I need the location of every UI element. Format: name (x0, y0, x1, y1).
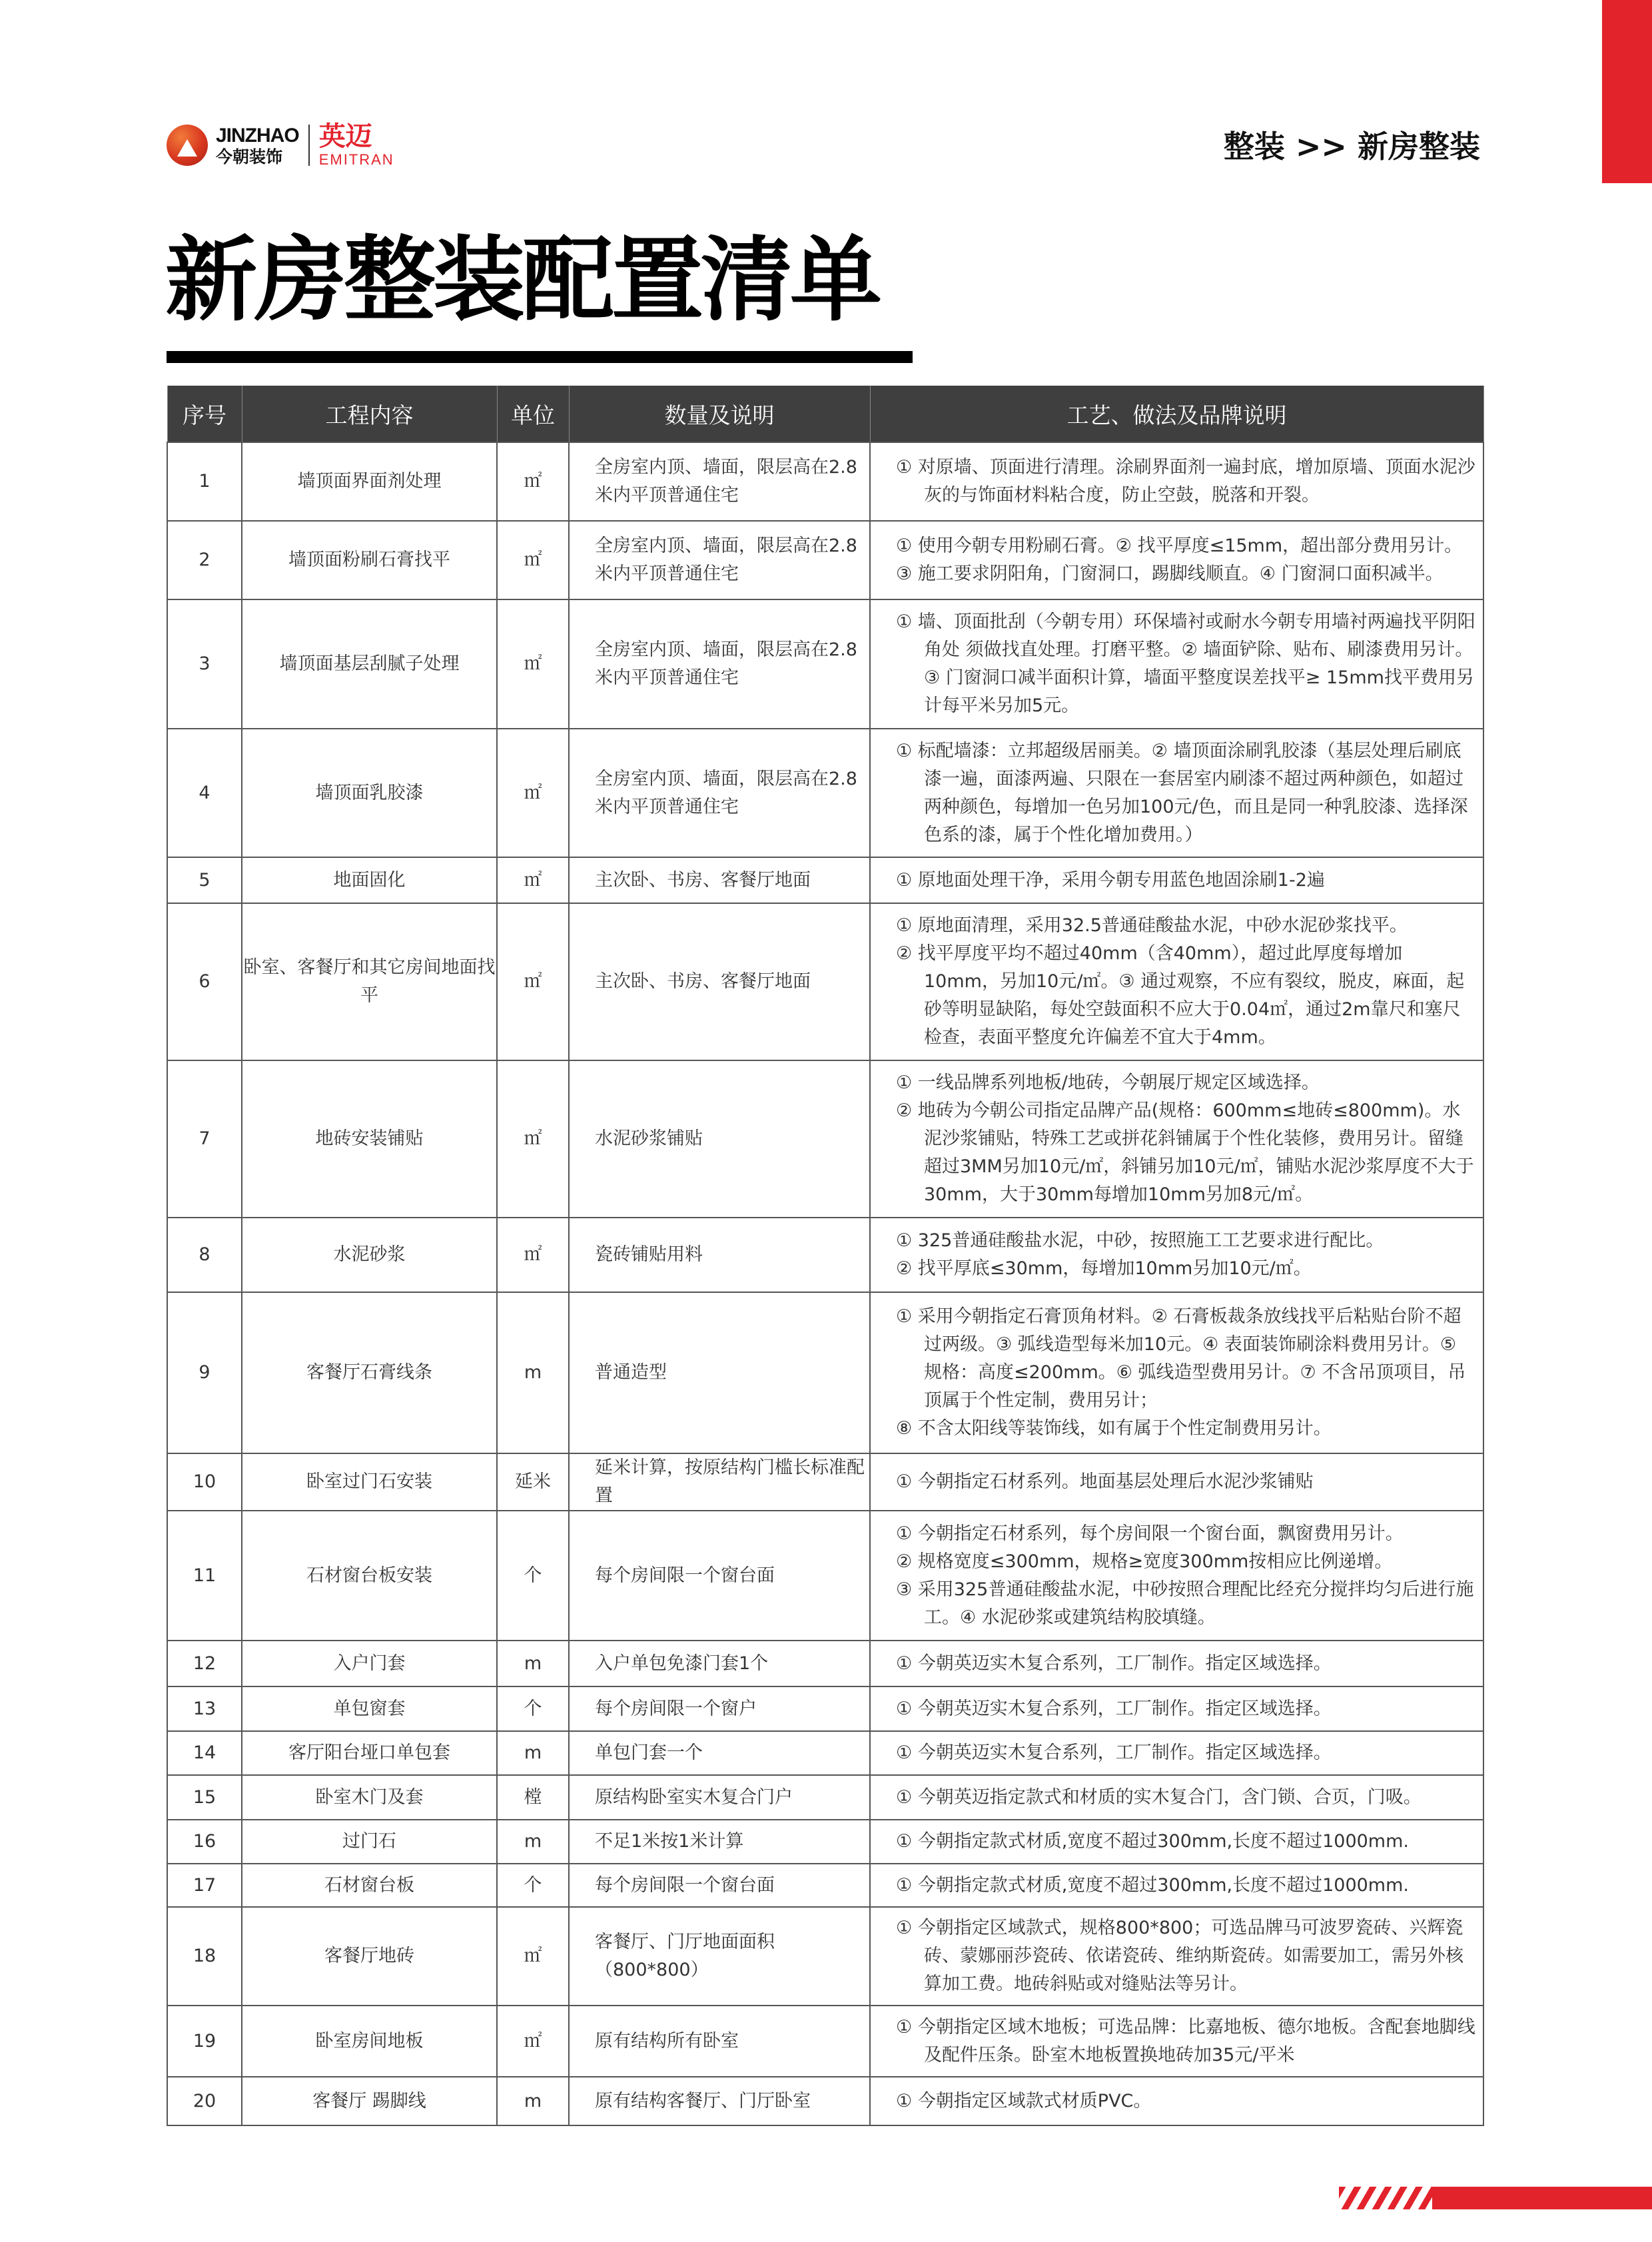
description-paragraph: ② 规格宽度≤300mm，规格≥宽度300mm按相应比例递增。 (896, 1551, 1393, 1572)
table-row (167, 2077, 1483, 2125)
row-item: 客餐厅 踢脚线 (242, 2077, 497, 2125)
column-header: 序号 (167, 386, 242, 442)
table-row (167, 1641, 1483, 1686)
row-item: 单包窗套 (242, 1686, 497, 1731)
table-row (167, 2006, 1483, 2077)
description-paragraph: ① 今朝指定石材系列。地面基层处理后水泥沙浆铺贴 (896, 1471, 1314, 1492)
row-item: 墙顶面粉刷石膏找平 (242, 521, 497, 599)
corner-accent-bar (1602, 0, 1652, 183)
table-row (167, 903, 1483, 1060)
row-quantity: 每个房间限一个窗户 (569, 1686, 870, 1731)
row-description (870, 1453, 1483, 1511)
table-row (167, 599, 1483, 729)
column-header: 单位 (497, 386, 569, 442)
row-number: 6 (167, 903, 242, 1060)
row-number: 19 (167, 2006, 242, 2077)
logo-jinzhao-cn: 今朝装饰 (216, 147, 283, 167)
row-description (870, 857, 1483, 903)
row-quantity: 全房室内顶、墙面，限层高在2.8米内平顶普通住宅 (569, 521, 870, 599)
row-unit: ㎡ (497, 903, 569, 1060)
row-number: 11 (167, 1511, 242, 1641)
description-paragraph: ① 今朝英迈实木复合系列，工厂制作。指定区域选择。 (896, 1653, 1332, 1674)
row-unit: ㎡ (497, 2006, 569, 2077)
row-number: 13 (167, 1686, 242, 1731)
footer-stripes-decoration (1339, 2187, 1652, 2209)
row-unit: ㎡ (497, 1218, 569, 1292)
table-row (167, 1907, 1483, 2006)
row-unit: 樘 (497, 1775, 569, 1820)
row-quantity: 主次卧、书房、客餐厅地面 (569, 857, 870, 903)
description-paragraph: ① 采用今朝指定石膏顶角材料。② 石膏板裁条放线找平后粘贴台阶不超过两级。③ 弧线造型每米加10元。④ 表面装饰刷涂料费用另计。⑤ 规格：高度≤200mm。⑥ 弧线造型费用另计。⑦ 不含吊顶项目，吊顶属于个性定制，费用另计； (896, 1306, 1466, 1411)
row-number: 8 (167, 1218, 242, 1292)
row-description (870, 729, 1483, 857)
row-number: 1 (167, 442, 242, 521)
row-unit: ㎡ (497, 1060, 569, 1218)
table-row (167, 729, 1483, 857)
description-paragraph: ③ 施工要求阴阳角，门窗洞口，踢脚线顺直。④ 门窗洞口面积减半。 (896, 563, 1444, 584)
description-paragraph: ① 今朝指定款式材质,宽度不超过300mm,长度不超过1000mm. (896, 1831, 1409, 1852)
row-description (870, 599, 1483, 729)
row-quantity: 入户单包免漆门套1个 (569, 1641, 870, 1686)
row-item: 水泥砂浆 (242, 1218, 497, 1292)
row-quantity: 不足1米按1米计算 (569, 1820, 870, 1864)
row-number: 14 (167, 1731, 242, 1775)
description-paragraph: ① 今朝指定区域木地板；可选品牌：比嘉地板、德尔地板。含配套地脚线及配件压条。卧室木地板置换地砖加35元/平米 (896, 2016, 1475, 2065)
description-paragraph: ③ 采用325普通硅酸盐水泥，中砂按照合理配比经充分搅拌均匀后进行施工。④ 水泥砂浆或建筑结构胶填缝。 (896, 1579, 1474, 1628)
description-paragraph: ① 一线品牌系列地板/地砖，今朝展厅规定区域选择。 (896, 1072, 1320, 1093)
row-number: 17 (167, 1864, 242, 1907)
row-item: 墙顶面乳胶漆 (242, 729, 497, 857)
description-paragraph: ② 地砖为今朝公司指定品牌产品(规格：600mm≤地砖≤800mm)。水泥沙浆铺贴，特殊工艺或拼花斜铺属于个性化装修，费用另计。留缝超过3MM另加10元/㎡，斜铺另加10元/㎡，铺贴水泥沙浆厚度不大于30mm，大于30mm每增加10mm另加8元/㎡。 (896, 1100, 1474, 1205)
row-unit: m (497, 1820, 569, 1864)
column-header: 工艺、做法及品牌说明 (870, 386, 1483, 442)
breadcrumb: 整装 >> 新房整装 (1223, 129, 1480, 165)
row-quantity: 原结构卧室实木复合门户 (569, 1775, 870, 1820)
row-unit: 个 (497, 1864, 569, 1907)
row-number: 4 (167, 729, 242, 857)
description-paragraph: ① 325普通硅酸盐水泥，中砂，按照施工工艺要求进行配比。 (896, 1230, 1384, 1251)
description-paragraph: ① 标配墙漆：立邦超级居丽美。② 墙顶面涂刷乳胶漆（基层处理后刷底漆一遍，面漆两遍、只限在一套居室内刷漆不超过两种颜色，如超过两种颜色，每增加一色另加100元/色，而且是同一种乳胶漆、选择深色系的漆，属于个性化增加费用。） (896, 740, 1468, 845)
logo-jinzhao-en: JINZHAO (216, 124, 299, 147)
row-item: 墙顶面界面剂处理 (242, 442, 497, 521)
description-paragraph: ① 今朝指定区域款式，规格800*800；可选品牌马可波罗瓷砖、兴辉瓷砖、蒙娜丽莎瓷砖、依诺瓷砖、维纳斯瓷砖。如需要加工，需另外核算加工费。地砖斜贴或对缝贴法等另计。 (896, 1918, 1463, 1994)
row-description (870, 903, 1483, 1060)
row-unit: ㎡ (497, 599, 569, 729)
description-paragraph: ① 今朝英迈指定款式和材质的实木复合门，含门锁、合页，门吸。 (896, 1786, 1422, 1808)
row-item: 客餐厅石膏线条 (242, 1292, 497, 1453)
jinzhao-globe-icon (167, 125, 208, 166)
title-underline (167, 351, 913, 363)
row-description (870, 1292, 1483, 1453)
table-row (167, 1060, 1483, 1218)
description-paragraph: ② 找平厚底≤30mm，每增加10mm另加10元/㎡。 (896, 1258, 1312, 1279)
row-quantity: 单包门套一个 (569, 1731, 870, 1775)
table-row (167, 1292, 1483, 1453)
row-unit: m (497, 1731, 569, 1775)
row-quantity: 延米计算，按原结构门槛长标准配置 (569, 1453, 870, 1511)
row-description (870, 1775, 1483, 1820)
description-paragraph: ① 对原墙、顶面进行清理。涂刷界面剂一遍封底，增加原墙、顶面水泥沙灰的与饰面材料粘合度，防止空鼓，脱落和开裂。 (896, 457, 1475, 506)
row-unit: 个 (497, 1686, 569, 1731)
row-quantity: 每个房间限一个窗台面 (569, 1864, 870, 1907)
description-paragraph: ① 墙、顶面批刮（今朝专用）环保墙衬或耐水今朝专用墙衬两遍找平阴阳角处 须做找直处理。打磨平整。② 墙面铲除、贴布、刷漆费用另计。③ 门窗洞口减半面积计算，墙面平整度误差找平≥ 15mm找平费用另计每平米另加5元。 (896, 611, 1475, 716)
row-number: 12 (167, 1641, 242, 1686)
row-description (870, 1060, 1483, 1218)
row-unit: ㎡ (497, 442, 569, 521)
row-quantity: 原有结构客餐厅、门厅卧室 (569, 2077, 870, 2125)
row-number: 16 (167, 1820, 242, 1864)
row-number: 7 (167, 1060, 242, 1218)
table-row (167, 1820, 1483, 1864)
description-paragraph: ② 找平厚度平均不超过40mm（含40mm），超过此厚度每增加10mm，另加10元/㎡。③ 通过观察，不应有裂纹，脱皮，麻面，起砂等明显缺陷，每处空鼓面积不应大于0.04㎡，通过2m靠尺和塞尺检查，表面平整度允许偏差不宜大于4mm。 (896, 943, 1465, 1048)
table-row (167, 1511, 1483, 1641)
row-description (870, 1686, 1483, 1731)
table-row (167, 1775, 1483, 1820)
row-quantity: 普通造型 (569, 1292, 870, 1453)
table-row (167, 1218, 1483, 1292)
row-description (870, 1820, 1483, 1864)
row-description (870, 1864, 1483, 1907)
row-unit: ㎡ (497, 521, 569, 599)
row-quantity: 全房室内顶、墙面，限层高在2.8米内平顶普通住宅 (569, 442, 870, 521)
row-item: 卧室木门及套 (242, 1775, 497, 1820)
row-unit: ㎡ (497, 1907, 569, 2006)
row-item: 墙顶面基层刮腻子处理 (242, 599, 497, 729)
row-unit: m (497, 1641, 569, 1686)
description-paragraph: ① 今朝指定款式材质,宽度不超过300mm,长度不超过1000mm. (896, 1874, 1409, 1896)
description-paragraph: ① 使用今朝专用粉刷石膏。② 找平厚度≤15mm，超出部分费用另计。 (896, 536, 1463, 556)
row-item: 过门石 (242, 1820, 497, 1864)
row-unit: m (497, 1292, 569, 1453)
row-number: 5 (167, 857, 242, 903)
column-header: 工程内容 (242, 386, 497, 442)
table-row (167, 1453, 1483, 1511)
row-item: 卧室、客餐厅和其它房间地面找平 (242, 903, 497, 1060)
description-paragraph: ① 原地面处理干净，采用今朝专用蓝色地固涂刷1-2遍 (896, 869, 1325, 891)
brand-logo (167, 119, 394, 172)
row-item: 地砖安装铺贴 (242, 1060, 497, 1218)
row-item: 客餐厅地砖 (242, 1907, 497, 2006)
row-quantity: 客餐厅、门厅地面面积（800*800） (569, 1907, 870, 2006)
row-quantity: 每个房间限一个窗台面 (569, 1511, 870, 1641)
table-row (167, 1864, 1483, 1907)
row-item: 地面固化 (242, 857, 497, 903)
row-unit: ㎡ (497, 857, 569, 903)
table-header-row (167, 386, 1483, 442)
description-paragraph: ① 今朝英迈实木复合系列，工厂制作。指定区域选择。 (896, 1742, 1332, 1763)
row-unit: m (497, 2077, 569, 2125)
row-item: 客厅阳台垭口单包套 (242, 1731, 497, 1775)
row-item: 入户门套 (242, 1641, 497, 1686)
row-unit: ㎡ (497, 729, 569, 857)
row-item: 石材窗台板 (242, 1864, 497, 1907)
column-header: 数量及说明 (569, 386, 870, 442)
row-description (870, 1511, 1483, 1641)
description-paragraph: ① 原地面清理，采用32.5普通硅酸盐水泥，中砂水泥砂浆找平。 (896, 915, 1408, 936)
row-quantity: 全房室内顶、墙面，限层高在2.8米内平顶普通住宅 (569, 599, 870, 729)
row-number: 20 (167, 2077, 242, 2125)
row-quantity: 全房室内顶、墙面，限层高在2.8米内平顶普通住宅 (569, 729, 870, 857)
row-number: 3 (167, 599, 242, 729)
table-row (167, 521, 1483, 599)
row-description (870, 521, 1483, 599)
row-description (870, 1641, 1483, 1686)
description-paragraph: ⑧ 不含太阳线等装饰线，如有属于个性定制费用另计。 (896, 1418, 1332, 1439)
row-item: 卧室房间地板 (242, 2006, 497, 2077)
config-table (167, 386, 1484, 2126)
table-row (167, 442, 1483, 521)
table-row (167, 1731, 1483, 1775)
table-row (167, 1686, 1483, 1731)
row-description (870, 1907, 1483, 2006)
row-number: 15 (167, 1775, 242, 1820)
page-title: 新房整装配置清单 (165, 226, 880, 334)
row-description (870, 2077, 1483, 2125)
row-quantity: 水泥砂浆铺贴 (569, 1060, 870, 1218)
row-description (870, 442, 1483, 521)
row-number: 2 (167, 521, 242, 599)
logo-emitran-cn: 英迈 (318, 121, 372, 152)
row-item: 卧室过门石安装 (242, 1453, 497, 1511)
description-paragraph: ① 今朝指定区域款式材质PVC。 (896, 2090, 1152, 2111)
row-number: 9 (167, 1292, 242, 1453)
logo-emitran-en: EMITRAN (318, 151, 394, 168)
row-quantity: 原有结构所有卧室 (569, 2006, 870, 2077)
row-item: 石材窗台板安装 (242, 1511, 497, 1641)
description-paragraph: ① 今朝指定石材系列，每个房间限一个窗台面，飘窗费用另计。 (896, 1523, 1404, 1544)
logo-divider (308, 125, 310, 166)
row-quantity: 主次卧、书房、客餐厅地面 (569, 903, 870, 1060)
row-quantity: 瓷砖铺贴用料 (569, 1218, 870, 1292)
row-description (870, 1731, 1483, 1775)
row-description (870, 2006, 1483, 2077)
row-unit: 个 (497, 1511, 569, 1641)
row-unit: 延米 (497, 1453, 569, 1511)
row-description (870, 1218, 1483, 1292)
description-paragraph: ① 今朝英迈实木复合系列，工厂制作。指定区域选择。 (896, 1698, 1332, 1719)
row-number: 10 (167, 1453, 242, 1511)
table-row (167, 857, 1483, 903)
row-number: 18 (167, 1907, 242, 2006)
